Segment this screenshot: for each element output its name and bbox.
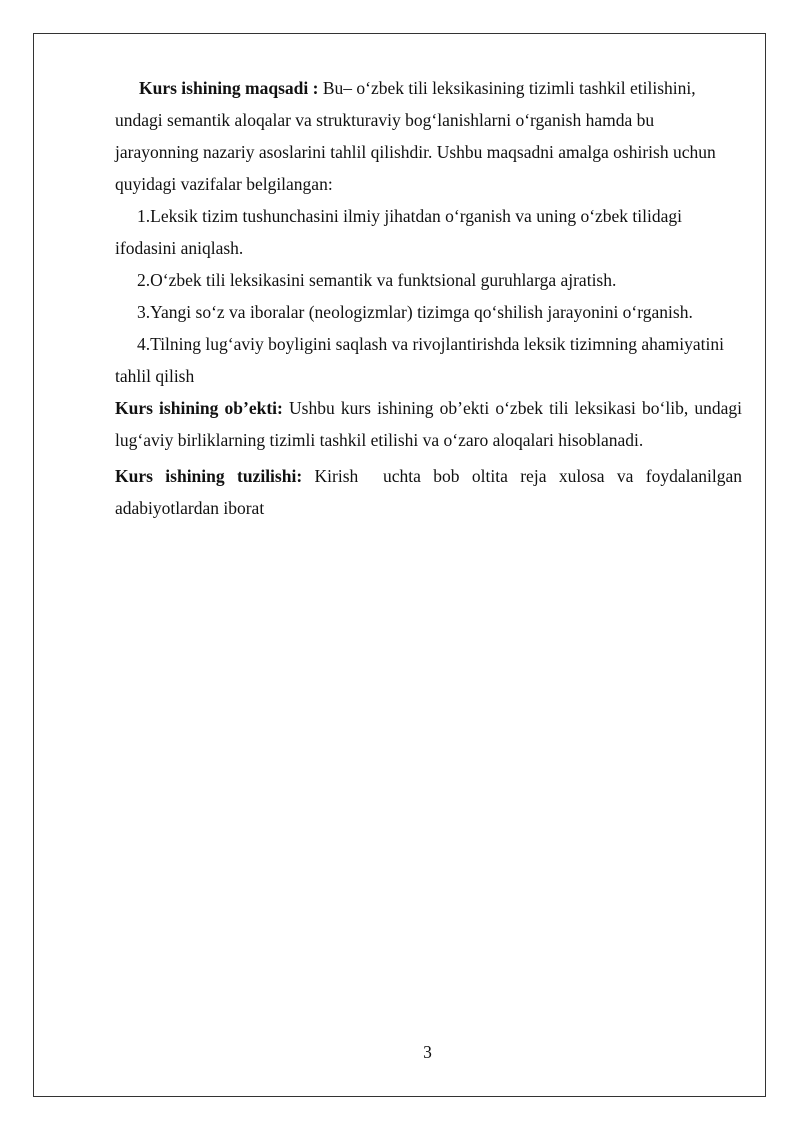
- structure-text: Kirish uchta bob oltita reja xulosa va foydalanilgan adabiyotlardan iborat: [115, 466, 747, 518]
- structure-paragraph: [115, 460, 747, 524]
- task-item-1: 1.Leksik tizim tushunchasini ilmiy jihatdan o‘rganish va uning o‘zbek tilidagi ifodasini aniqlash.: [115, 206, 683, 258]
- document-body: [115, 72, 747, 524]
- aim-heading: Kurs ishining maqsadi :: [139, 78, 319, 98]
- aim-paragraph: [115, 72, 742, 200]
- page-number: 3: [423, 1042, 432, 1062]
- object-heading: Kurs ishining ob’ekti:: [115, 398, 283, 418]
- task-item-4: 4.Tilning lug‘aviy boyligini saqlash va rivojlantirishda leksik tizimning ahamiyatini tahlil qilish: [115, 334, 725, 386]
- aim-text: Bu– o‘zbek tili leksikasining tizimli tashkil etilishini, undagi semantik aloqalar va strukturaviy bog‘lanishlarni o‘rganish hamda bu jarayonning nazariy asoslarini tahlil qilishdir. Ushbu maqsadni amalga oshirish uchun quyidagi vazifalar belgilangan:: [115, 78, 716, 194]
- object-paragraph: [115, 392, 742, 456]
- task-item-2: 2.O‘zbek tili leksikasini semantik va funktsional guruhlarga ajratish.: [137, 270, 617, 290]
- structure-heading: Kurs ishining tuzilishi:: [115, 466, 303, 486]
- task-item-3: 3.Yangi so‘z va iboralar (neologizmlar) tizimga qo‘shilish jarayonini o‘rganish.: [137, 302, 693, 322]
- object-text: Ushbu kurs ishining ob’ekti o‘zbek tili leksikasi bo‘lib, undagi lug‘aviy birliklarning tizimli tashkil etilishi va o‘zaro aloqalari hisoblanadi.: [115, 398, 742, 450]
